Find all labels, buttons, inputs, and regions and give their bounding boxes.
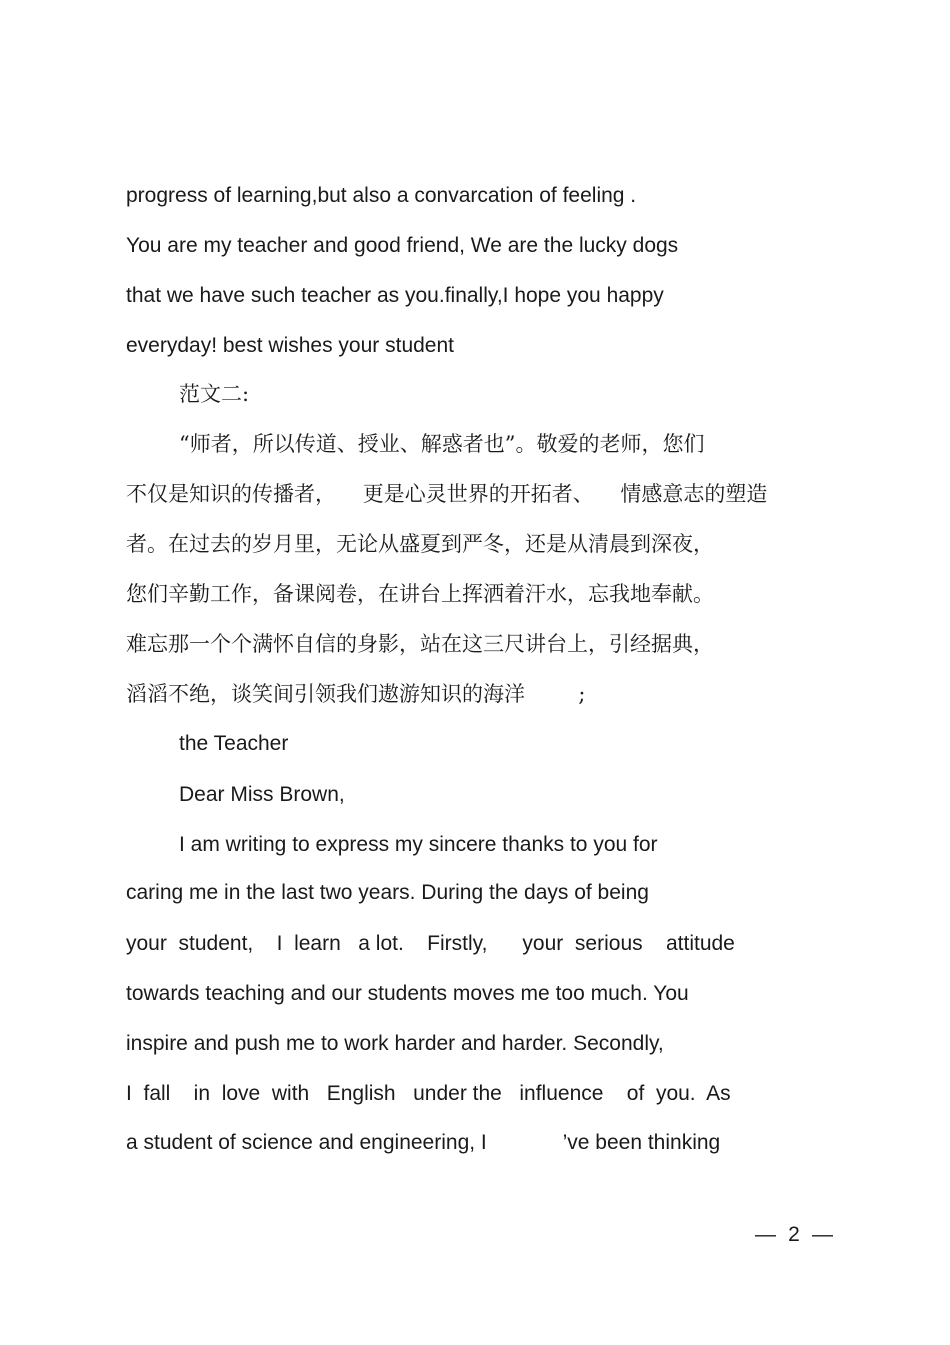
page-number: 2 — [788, 1223, 800, 1246]
text-line-18: inspire and push me to work harder and harder. Secondly, — [126, 1032, 664, 1055]
text-line-7: 不仅是知识的传播者， 更是心灵世界的开拓者、 情感意志的塑造 — [126, 482, 768, 506]
page-dash-left: — — [755, 1223, 776, 1246]
text-line-6: “师者，所以传道、授业、解惑者也”。敬爱的老师，您们 — [179, 432, 705, 456]
text-line-19: I fall in love with English under the influence of you. As — [126, 1082, 731, 1105]
letter-salutation: Dear Miss Brown, — [179, 783, 345, 806]
text-line-9: 您们辛勤工作，备课阅卷，在讲台上挥洒着汗水，忘我地奉献。 — [126, 582, 714, 606]
text-line-20: a student of science and engineering, I ’ve been thinking — [126, 1131, 721, 1154]
text-line-10: 难忘那一个个满怀自信的身影，站在这三尺讲台上，引经据典， — [126, 632, 714, 656]
text-line-3: that we have such teacher as you.finally,I hope you happy — [126, 284, 664, 307]
text-line-2: You are my teacher and good friend, We are the lucky dogs — [126, 234, 679, 257]
page-number-footer — [755, 1222, 833, 1248]
text-line-8: 者。在过去的岁月里，无论从盛夏到严冬，还是从清晨到深夜， — [126, 532, 714, 556]
text-line-15: caring me in the last two years. During the days of being — [126, 881, 649, 904]
text-line-11: 滔滔不绝，谈笑间引领我们遨游知识的海洋 ; — [126, 682, 586, 706]
text-line-4: everyday! best wishes your student — [126, 334, 455, 357]
text-line-17: towards teaching and our students moves me too much. You — [126, 982, 689, 1005]
letter-recipient: the Teacher — [179, 732, 289, 755]
page-dash-right: — — [812, 1223, 833, 1246]
text-line-1: progress of learning,but also a convarcation of feeling . — [126, 184, 637, 207]
text-line-16: your student, I learn a lot. Firstly, your serious attitude — [126, 932, 735, 955]
text-line-14: I am writing to express my sincere thanks to you for — [179, 833, 658, 856]
section-heading: 范文二: — [179, 382, 250, 406]
